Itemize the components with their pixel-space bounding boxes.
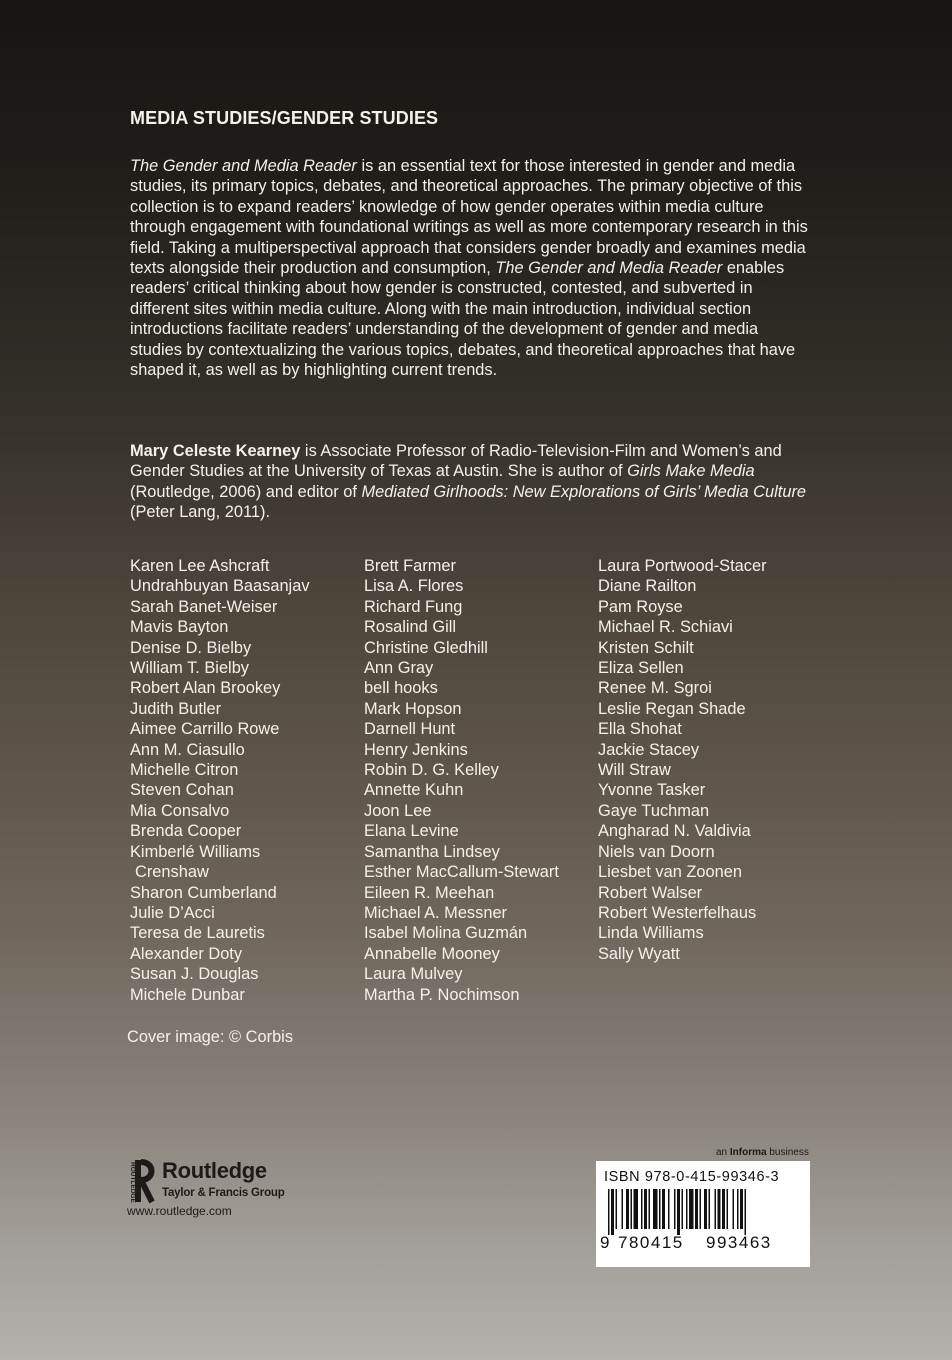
- barcode-bar: [644, 1189, 647, 1229]
- bio-text: (Peter Lang, 2011).: [130, 503, 271, 522]
- contributor-name: Annette Kuhn: [364, 781, 464, 800]
- contributor-name: Michael R. Schiavi: [598, 618, 733, 637]
- contributor-name: bell hooks: [364, 679, 438, 698]
- cover-credit: Cover image: © Corbis: [127, 1028, 294, 1046]
- isbn-digits-right: 993463: [706, 1233, 772, 1252]
- barcode-bar: [700, 1189, 702, 1229]
- isbn-digit-prefix: 9: [600, 1233, 610, 1252]
- barcode-bar: [733, 1189, 735, 1229]
- routledge-logo-icon: [122, 1158, 156, 1206]
- contributor-name: Darnell Hunt: [364, 720, 456, 739]
- publisher-group: Taylor & Francis Group: [162, 1187, 285, 1199]
- barcode-bar: [631, 1189, 633, 1229]
- contributor-name: Samantha Lindsey: [364, 842, 500, 861]
- barcode-bar: [704, 1189, 707, 1229]
- contributor-name: Angharad N. Valdivia: [598, 822, 751, 841]
- barcode-bar: [611, 1189, 614, 1235]
- barcode-bar: [695, 1189, 698, 1229]
- author-name: Mary Celeste Kearney: [130, 442, 301, 460]
- logo-mark-text: ROUTLEDGE: [129, 1162, 136, 1203]
- contributors-column-1: [130, 556, 310, 1005]
- book-description: [130, 156, 810, 380]
- barcode-bar: [674, 1189, 676, 1229]
- barcode-bar: [641, 1189, 643, 1229]
- contributor-name: Brett Farmer: [364, 557, 456, 575]
- contributor-name: Sally Wyatt: [598, 944, 680, 963]
- contributor-name: Laura Mulvey: [364, 965, 463, 984]
- contributor-name: Yvonne Tasker: [598, 781, 706, 800]
- contributor-name: Niels van Doorn: [598, 842, 715, 861]
- contributor-name: Teresa de Lauretis: [130, 924, 265, 943]
- barcode-bar: [649, 1189, 651, 1229]
- contributor-name: Joon Lee: [364, 801, 432, 820]
- barcode-bars: [608, 1189, 798, 1235]
- barcode-bar: [634, 1189, 639, 1229]
- contributor-name: Christine Gledhill: [364, 638, 488, 657]
- contributors-column-3: [598, 556, 767, 964]
- contributor-name: Elana Levine: [364, 822, 459, 841]
- contributor-name: Renee M. Sgroi: [598, 679, 712, 698]
- isbn-barcode: [596, 1161, 810, 1267]
- contributor-name: Lisa A. Flores: [364, 577, 464, 596]
- contributor-name: Martha P. Nochimson: [364, 985, 520, 1004]
- barcode-bar: [662, 1189, 665, 1229]
- contributor-name: Liesbet van Zoonen: [598, 863, 742, 882]
- contributor-name: Gaye Tuchman: [598, 801, 710, 820]
- barcode-bar: [715, 1189, 717, 1229]
- barcode-bar: [745, 1189, 747, 1235]
- barcode-bar: [709, 1189, 711, 1229]
- contributor-name: Undrahbuyan Baasanjav: [130, 577, 310, 596]
- contributor-name: Sarah Banet-Weiser: [130, 597, 278, 616]
- contributor-name: Brenda Cooper: [130, 822, 242, 841]
- isbn-digits-left: 780415: [618, 1233, 684, 1252]
- contributor-name: Esther MacCallum-Stewart: [364, 863, 559, 882]
- contributor-name: Richard Fung: [364, 597, 463, 616]
- contributor-name: Susan J. Douglas: [130, 965, 259, 984]
- barcode-bar: [653, 1189, 658, 1229]
- contributor-name: Kristen Schilt: [598, 638, 694, 657]
- description-text: enables readers’ critical thinking about how gender is constructed, contested, and subverted in different sites within media culture. Along with the main introduction, individual section introductions facilitate readers’ understanding of the development of gender and media studies by contextualizing the various topics, debates, and theoretical approaches that have shaped it, as well as by highlighting current trends.: [130, 259, 796, 380]
- contributor-name: Isabel Molina Guzmán: [364, 924, 528, 943]
- contributor-name: Sharon Cumberland: [130, 883, 277, 902]
- contributor-name: Steven Cohan: [130, 781, 234, 800]
- contributors-column-2: [364, 556, 559, 1005]
- contributor-name: Ann M. Ciasullo: [130, 740, 245, 759]
- contributor-name: Diane Railton: [598, 577, 697, 596]
- publisher-logo: [122, 1156, 322, 1222]
- contributor-name: Michele Dunbar: [130, 985, 245, 1004]
- publisher-name: Routledge: [162, 1158, 267, 1183]
- informa-tagline: an Informa business: [716, 1147, 809, 1158]
- isbn-label: ISBN 978-0-415-99346-3: [604, 1169, 780, 1185]
- barcode-bar: [686, 1189, 688, 1229]
- contributor-name: Laura Portwood-Stacer: [598, 557, 767, 575]
- barcode-bar: [737, 1189, 739, 1229]
- book-title: The Gender and Media Reader: [130, 157, 357, 175]
- barcode-bar: [668, 1189, 670, 1229]
- contributor-name: Aimee Carrillo Rowe: [130, 720, 280, 739]
- contributor-name: Ann Gray: [364, 659, 434, 678]
- informa-brand: Informa: [729, 1147, 767, 1158]
- barcode-bar: [722, 1189, 725, 1229]
- contributor-name: Ella Shohat: [598, 720, 682, 739]
- contributor-name: William T. Bielby: [130, 659, 250, 678]
- contributor-name: Eileen R. Meehan: [364, 883, 495, 902]
- contributor-name: Kimberlé Williams: [130, 842, 261, 861]
- barcode-bar: [659, 1189, 661, 1229]
- description-text: is an essential text for those interested in gender and media studies, its primary topics, debates, and theoretical approaches. The primary objective of this collection is to expand readers’ knowledge of how gender operates within media culture through engagement with foundational writings as well as more contemporary research in this field. Taking a multiperspectival approach that considers gender broadly and examines media texts alongside their production and consumption,: [130, 157, 808, 278]
- bio-text: is Associate Professor of Radio-Television-Film and Women’s and Gender Studies at the University of Texas at Austin. She is author of: [130, 442, 782, 481]
- contributor-name: Linda Williams: [598, 924, 704, 943]
- contributor-name: Robert Westerfelhaus: [598, 903, 757, 922]
- contributor-name: Jackie Stacey: [598, 740, 700, 759]
- contributor-name: Henry Jenkins: [364, 740, 468, 759]
- contributor-name: Michael A. Messner: [364, 903, 508, 922]
- book-title: Girls Make Media: [627, 462, 755, 481]
- contributor-name: Mia Consalvo: [130, 801, 230, 820]
- contributor-name: Will Straw: [598, 761, 671, 780]
- publisher-url: www.routledge.com: [127, 1204, 232, 1218]
- contributor-name: Annabelle Mooney: [364, 944, 500, 963]
- contributor-name: Leslie Regan Shade: [598, 699, 746, 718]
- contributor-name: Denise D. Bielby: [130, 638, 252, 657]
- author-bio: [130, 441, 810, 523]
- barcode-bar: [626, 1189, 629, 1229]
- contributor-name: Alexander Doty: [130, 944, 243, 963]
- barcode-bar: [718, 1189, 721, 1229]
- contributor-name: Pam Royse: [598, 597, 683, 616]
- barcode-bar: [689, 1189, 694, 1229]
- contributor-name: Judith Butler: [130, 699, 222, 718]
- contributor-name: Mark Hopson: [364, 699, 462, 718]
- contributor-name: Mavis Bayton: [130, 618, 229, 637]
- contributor-name: Robert Walser: [598, 883, 703, 902]
- barcode-bar: [740, 1189, 743, 1229]
- barcode-bar: [677, 1189, 680, 1235]
- barcode-bar: [727, 1189, 729, 1229]
- category-heading: MEDIA STUDIES/GENDER STUDIES: [130, 108, 439, 128]
- contributor-name: Eliza Sellen: [598, 659, 684, 678]
- contributor-name: Julie D’Acci: [130, 903, 215, 922]
- contributor-name: Crenshaw: [135, 863, 209, 882]
- book-title: Mediated Girlhoods: New Explorations of Girls’ Media Culture: [361, 482, 807, 501]
- barcode-bar: [616, 1189, 618, 1229]
- bio-text: (Routledge, 2006) and editor of: [130, 482, 362, 501]
- contributor-name: Robert Alan Brookey: [130, 679, 281, 698]
- barcode-bar: [608, 1189, 610, 1235]
- contributor-name: Rosalind Gill: [364, 618, 457, 637]
- contributor-name: Karen Lee Ashcraft: [130, 557, 270, 575]
- contributor-name: Michelle Citron: [130, 761, 239, 780]
- book-title: The Gender and Media Reader: [495, 259, 723, 278]
- contributor-name: Robin D. G. Kelley: [364, 761, 499, 780]
- barcode-bar: [622, 1189, 624, 1229]
- barcode-bar: [682, 1189, 684, 1229]
